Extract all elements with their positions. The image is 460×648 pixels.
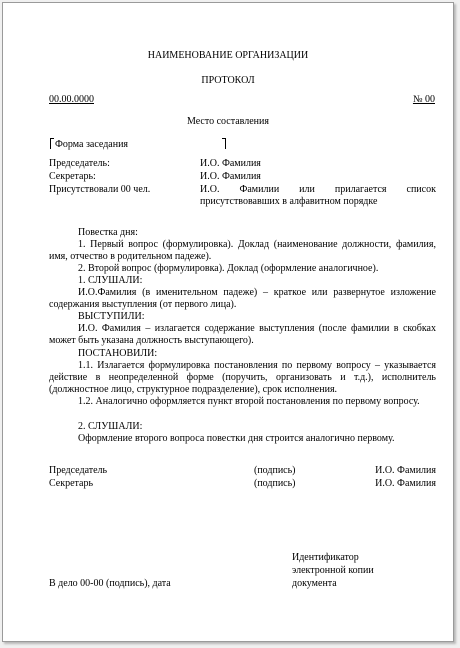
secretary-label: Секретарь: xyxy=(49,171,96,182)
document-type: ПРОТОКОЛ xyxy=(201,75,255,86)
chairman-name: И.О. Фамилия xyxy=(200,158,261,169)
meeting-form-bracket-left xyxy=(50,138,54,149)
meeting-form-bracket-right xyxy=(222,138,226,149)
agenda-item-2: 2. Второй вопрос (формулировка). Доклад (оформление аналогичное). xyxy=(78,263,379,274)
document-date: 00.00.0000 xyxy=(49,94,94,105)
present-word: Фамилии xyxy=(239,184,280,195)
organization-name: НАИМЕНОВАНИЕ ОРГАНИЗАЦИИ xyxy=(147,50,309,61)
agenda-title: Повестка дня: xyxy=(78,227,138,238)
chairman-label: Председатель: xyxy=(49,158,110,169)
present-word: И.О. xyxy=(200,184,220,195)
heard-2-title: 2. СЛУШАЛИ: xyxy=(78,421,143,432)
signature-chairman-sign: (подпись) xyxy=(254,465,296,476)
heard-1-title: 1. СЛУШАЛИ: xyxy=(78,275,143,286)
heard-1-text: И.О.Фамилия (в именительном падеже) – краткое или развернутое изложение содержания выступления (от первого лица). xyxy=(49,287,436,310)
resolved-title: ПОСТАНОВИЛИ: xyxy=(78,348,158,359)
electronic-copy-id-line1: Идентификатор xyxy=(292,552,359,563)
resolved-item-1-1: 1.1. Излагается формулировка постановления по первому вопросу – указывается действие в неопределенной форме (поручить, организовать и т.д.), исполнитель (должностное лицо, структурное подразделение), срок исполнения. xyxy=(49,360,436,395)
electronic-copy-id-line3: документа xyxy=(292,578,337,589)
present-label: Присутствовали 00 чел. xyxy=(49,184,151,195)
electronic-copy-id-line2: электронной копии xyxy=(292,565,374,576)
present-word: или xyxy=(299,184,315,195)
signature-chairman-label: Председатель xyxy=(49,465,108,476)
spoke-title: ВЫСТУПИЛИ: xyxy=(78,311,145,322)
document-page xyxy=(2,2,454,642)
present-word: прилагается xyxy=(334,184,387,195)
agenda-item-1: 1. Первый вопрос (формулировка). Доклад (наименование должности, фамилия, имя, отчество в родительном падеже). xyxy=(49,239,436,262)
heard-2-text: Оформление второго вопроса повестки дня строится аналогично первому. xyxy=(78,433,395,444)
signature-secretary-label: Секретарь xyxy=(49,478,94,489)
resolved-item-1-2: 1.2. Аналогично оформляется пункт второй постановления по первому вопросу. xyxy=(78,396,420,407)
signature-chairman-name: И.О. Фамилия xyxy=(375,465,436,476)
present-text-line1 xyxy=(200,184,436,196)
signature-secretary-sign: (подпись) xyxy=(254,478,296,489)
signature-secretary-name: И.О. Фамилия xyxy=(375,478,436,489)
secretary-name: И.О. Фамилия xyxy=(200,171,261,182)
document-number: № 00 xyxy=(412,94,435,105)
present-word: список xyxy=(406,184,436,195)
spoke-text: И.О. Фамилия – излагается содержание выступления (после фамилии в скобках может быть указана должность выступающего). xyxy=(49,323,436,346)
place-of-compilation: Место составления xyxy=(186,116,269,127)
present-text-line2: присутствовавших в алфавитном порядке xyxy=(200,196,378,207)
meeting-form: Форма заседания xyxy=(55,139,129,150)
file-note: В дело 00-00 (подпись), дата xyxy=(49,578,171,589)
